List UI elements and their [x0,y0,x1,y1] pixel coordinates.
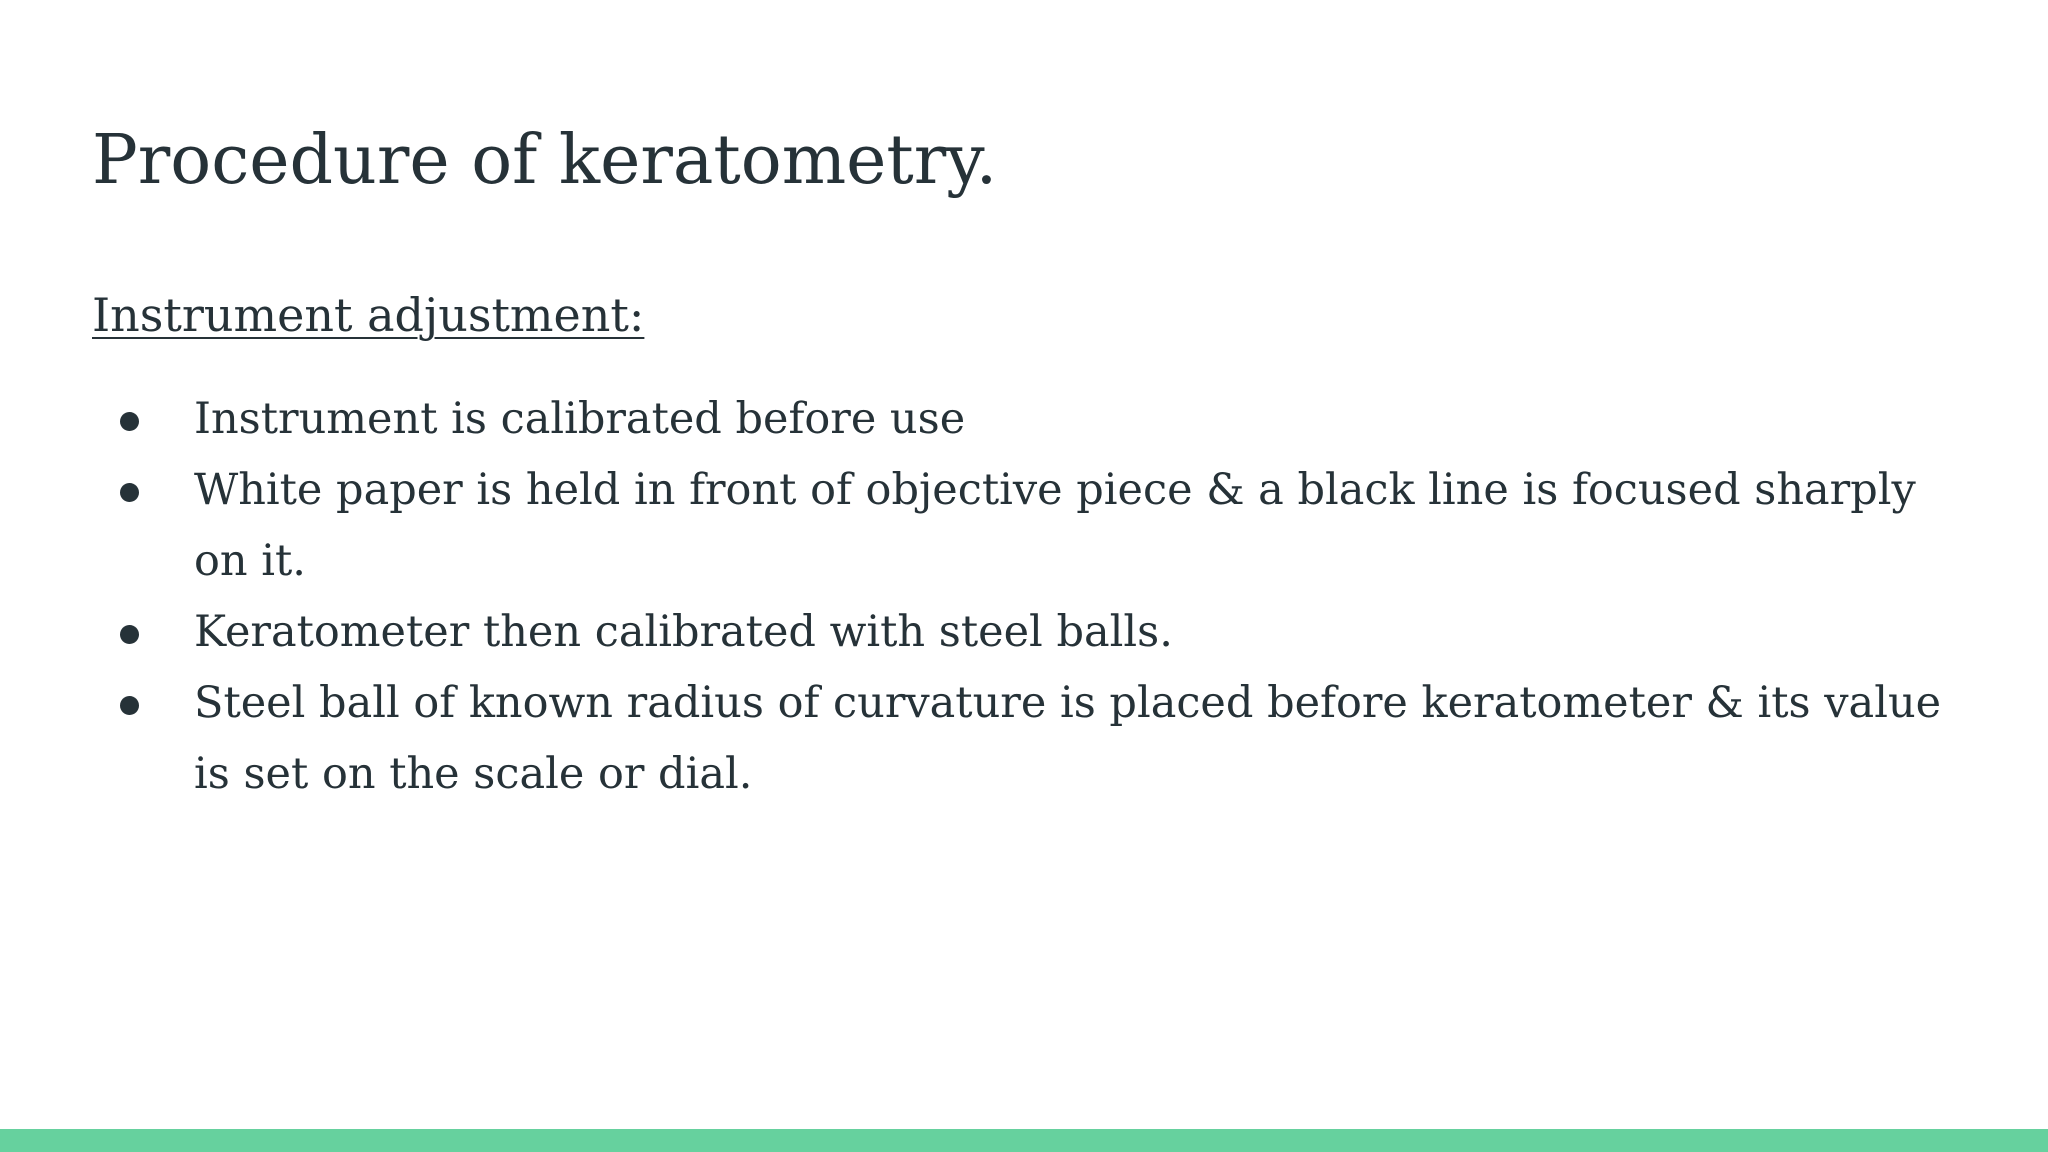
bullet-dot-icon [120,412,139,431]
bullet-text: Keratometer then calibrated with steel balls. [194,607,1173,657]
bullet-item [92,455,1972,597]
bullet-list [92,384,1972,810]
bullet-dot-icon [120,483,139,502]
footer-accent-bar [0,1129,2048,1152]
bullet-dot-icon [120,625,139,644]
section-subheading: Instrument adjustment: [92,288,645,342]
bullet-text: Steel ball of known radius of curvature is placed before keratometer & its value is set on the scale or dial. [194,678,1942,799]
bullet-text: Instrument is calibrated before use [194,394,966,444]
bullet-item [92,668,1972,810]
bullet-text: White paper is held in front of objective piece & a black line is focused sharply on it. [194,465,1916,586]
bullet-dot-icon [120,696,139,715]
bullet-item [92,384,1972,455]
bullet-item [92,597,1972,668]
slide-title: Procedure of keratometry. [92,121,998,200]
